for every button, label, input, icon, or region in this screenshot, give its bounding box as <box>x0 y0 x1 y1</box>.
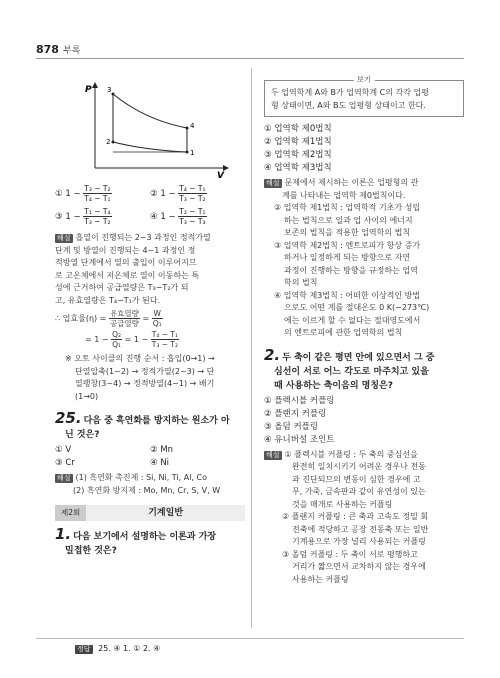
question-2 <box>264 345 464 587</box>
q2-number: 2. <box>264 345 281 364</box>
q1-option-4[interactable]: ④ 업역학 제3법칙 <box>264 163 332 173</box>
answer-text: 25. ④ 1. ① 2. ④ <box>98 644 161 653</box>
column-divider <box>251 68 252 628</box>
q24-explanation: 해설 흡열이 진행되는 2~3 과정인 정적가열 단계 및 방열이 진행되는 4~1 과정인 정 적방열 단계에서 열의 출입이 이루어지므 로 고온체에서 저온체로 열이 이동하는 특 성에 근거하여 공급열량은 T₃−T₂가 되 고, 유효열량은 T₄−T₁가 된다. ∴ 업효율(η) = $\frac{\text{유효열량}}{\text{공급열량}}$ = $\frac{W}{\text{Q₁}}$ = 1 − $\frac{\text{Q₂}}{\text{Q₁}}$ = 1 − $\frac{\text{T₄ − T₁}}{\text{T₃ − T₂}}$ ※ 오토 사이클의 진행 순서 : 흡입(0→1) → 단열압축(1~2) → 정적가열(2~3) → 단 열팽창(3~4) → 정적방열(4~1) → 배기 (1→0) <box>55 232 245 403</box>
q1-number: 1. <box>55 525 72 543</box>
q1-sub-item-4: ④ 업역학 제3법칙 : 어떠한 이상적인 방법 으로도 어떤 계를 절대온도 0 K(−273℃) 에는 이르게 할 수 없다는 절대영도에서 의 엔트로피에 관한 업역학의 법칙 <box>274 290 430 337</box>
q25-option-1[interactable]: ① V <box>55 445 72 455</box>
q25-options <box>55 444 245 470</box>
v-axis-label: V <box>217 171 224 180</box>
left-column <box>55 80 245 558</box>
q25-option-2[interactable]: ② Mn <box>150 445 174 455</box>
chapter-tag: 제2회 <box>55 505 86 521</box>
q1-option-1[interactable]: ① 업역학 제0법칙 <box>264 124 332 134</box>
q1-options <box>264 123 464 175</box>
q2-explanation: 해설 ① 플렉시블 커플링 : 두 축의 중심선을 완전히 일치시키기 어려운 경우나 전동 과 진단되므의 변동이 심한 경우에 고 무, 가죽, 금속판과 같이 유연성이 있는 것을 매개로 사용하는 커플링 ② 플랜지 커플링 : 큰 축과 고속도 정밀 회 전축에 적당하고 공장 전동축 또는 일반 기계용으로 가장 널리 사용되는 커플링 ③ 올덤 커플링 : 두 축이 서로 평행하고 거리가 짧으면서 교차하지 않는 경우에 사용하는 커플링 <box>266 449 429 584</box>
q1-option-3[interactable]: ③ 업역학 제2법칙 <box>264 150 332 160</box>
point-4: 4 <box>190 122 195 130</box>
efficiency-formula-2: = 1 − $\frac{\text{Q₂}}{\text{Q₁}}$ = 1 − $\frac{\text{T₄ − T₁}}{\text{T₃ − T₂}}$ <box>85 330 178 349</box>
explanation-badge: 해설 <box>266 450 280 459</box>
q2-option-1[interactable]: ① 플렉시블 커플링 <box>264 395 335 406</box>
q2-text-1: 두 축이 같은 평면 안에 있으면서 그 중 <box>282 352 435 363</box>
point-3: 3 <box>107 86 112 94</box>
chapter-bar <box>55 505 245 521</box>
box-title: 보기 <box>354 74 375 86</box>
explanation-badge: 해설 <box>57 474 71 482</box>
q1-text-1: 다음 보기에서 설명하는 이론과 가장 <box>73 532 217 542</box>
q25-option-4[interactable]: ④ Ni <box>150 458 170 468</box>
q1-option-2[interactable]: ② 업역학 제1법칙 <box>264 137 332 147</box>
q24-options <box>55 184 245 226</box>
q25-text-1: 다음 중 흑연화를 방지하는 원소가 아 <box>83 416 230 426</box>
q24-option-2[interactable]: ② 1 − $\frac{\text{T₄ − T₁}}{\text{T₃ − T₂}}$ <box>150 184 206 203</box>
page-number: 878 <box>36 43 59 56</box>
p-axis-label: P <box>85 85 92 95</box>
q2-option-4[interactable]: ④ 유니버설 조인트 <box>264 434 335 445</box>
question-25 <box>55 411 245 497</box>
q25-explanation: 해설 (1) 흑연화 촉진제 : Si, Ni, Ti, Al, Co (2) 흑연화 방지제 : Mo, Mn, Cr, S, V, W <box>57 473 221 495</box>
cycle-order-note: ※ 오토 사이클의 진행 순서 : 흡입(0→1) → 단열압축(1~2) → 정적가열(2~3) → 단 열팽창(3~4) → 정적방열(4~1) → 배기 (1→0) <box>65 354 215 401</box>
q24-option-4[interactable]: ④ 1 − $\frac{\text{T₂ − T₁}}{\text{T₃ − T₃}}$ <box>150 207 206 226</box>
right-column <box>264 75 464 586</box>
q2-option-2[interactable]: ② 플랜지 커플링 <box>264 408 327 419</box>
efficiency-formula: ∴ 업효율(η) = $\frac{\text{유효열량}}{\text{공급열량}}$ = $\frac{W}{\text{Q₁}}$ <box>55 309 162 328</box>
q25-option-3[interactable]: ③ Cr <box>55 458 75 468</box>
q2-options <box>264 395 464 447</box>
question-1 <box>55 527 245 558</box>
point-1: 1 <box>190 149 195 157</box>
pv-diagram <box>55 80 245 180</box>
q2-text-2: 심선이 서로 어느 각도로 마주치고 있을 <box>274 366 429 377</box>
q1-sub-item-2: ② 업역학 제1법칙 : 업역학적 기초가 성립 하는 법칙으로 일과 업 사이의 에너지 보존의 법칙을 적용한 업역학의 법칙 <box>274 203 421 237</box>
q24-option-1[interactable]: ① 1 − $\frac{\text{T₃ − T₂}}{\text{T₄ − T₁}}$ <box>55 184 111 203</box>
chapter-title: 기계일반 <box>148 508 184 518</box>
q25-number: 25. <box>55 409 82 427</box>
q24-option-3[interactable]: ③ 1 − $\frac{\text{T₁ − T₄}}{\text{T₃ − T₂}}$ <box>55 207 111 226</box>
q1-text-2: 밀접한 것은? <box>65 546 117 556</box>
explanation-badge: 해설 <box>266 179 280 187</box>
explanation-badge: 해설 <box>57 234 71 242</box>
answer-badge: 정답 <box>77 645 91 653</box>
header-rule <box>36 58 464 59</box>
q2-option-3[interactable]: ③ 올덤 커플링 <box>264 421 319 432</box>
q1-explanation: 해설 문제에서 제시하는 이론은 업평형의 관 계를 나타내는 업역학 제0법칙이다. ② 업역학 제1법칙 : 업역학적 기초가 성립 하는 법칙으로 일과 업 사이의 에너지 보존의 법칙을 적용한 업역학의 법칙 ③ 업역학 제2법칙 : 엔트로피가 항상 증가 하거나 일정하게 되는 방향으로 자연 과정이 진행하는 방향을 규정하는 업역 학의 법칙 ④ 업역학 제3법칙 : 어떠한 이상적인 방법 으로도 어떤 계를 절대온도 0 K(−273℃) 에는 이르게 할 수 없다는 절대영도에서 의 엔트로피에 관한 업역학의 법칙 <box>264 177 464 340</box>
q1-sub-item-3: ③ 업역학 제2법칙 : 엔트로피가 항상 증가 하거나 일정하게 되는 방향으로 자연 과정이 진행하는 방향을 규정하는 업역 학의 법칙 <box>274 240 421 287</box>
point-2: 2 <box>106 138 111 146</box>
q25-text-2: 닌 것은? <box>65 430 100 440</box>
footer-rule <box>36 638 464 639</box>
q1-example-box: 보기 두 업역학계 A와 B가 업역학계 C의 각각 업평 형 상태이면, A와 B도 업평형 상태이고 한다. <box>264 80 464 117</box>
q2-text-3: 때 사용하는 축이음의 명칭은? <box>274 380 393 391</box>
section-label: 부록 <box>63 46 81 56</box>
answer-key <box>75 643 160 655</box>
